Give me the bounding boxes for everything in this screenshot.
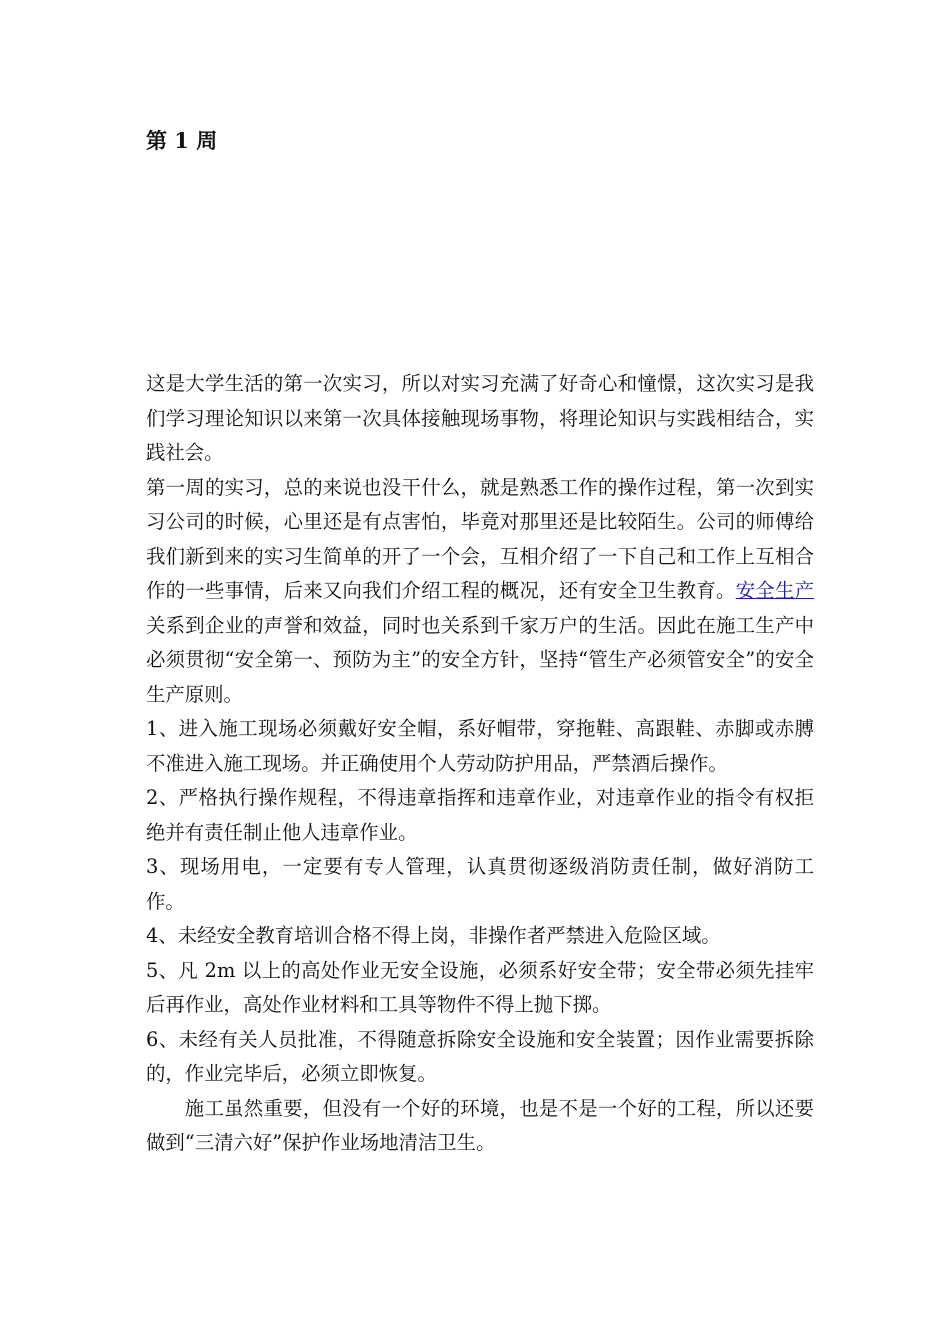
intro-paragraph: 这是大学生活的第一次实习，所以对实习充满了好奇心和憧憬，这次实习是我们学习理论知识以来第一次具体接触现场事物，将理论知识与实践相结合，实践社会。 [146, 372, 814, 464]
first-week-text-continued: 关系到企业的声誉和效益，同时也关系到千家万户的生活。因此在施工生产中必须贯彻“安全第一、预防为主”的安全方针，坚持“管生产必须管安全”的安全生产原则。 [146, 613, 814, 706]
rule-item: 4、未经安全教育培训合格不得上岗，非操作者严禁进入危险区域。 [146, 924, 721, 947]
document-body [146, 367, 814, 1161]
page-title: 第 1 周 [146, 128, 218, 153]
safety-production-link[interactable]: 安全生产 [735, 579, 815, 602]
rule-item: 3、现场用电，一定要有专人管理，认真贯彻逐级消防责任制，做好消防工作。 [146, 855, 814, 913]
closing-paragraph: 施工虽然重要，但没有一个好的环境，也是不是一个好的工程，所以还要做到“三清六好”保护作业场地清洁卫生。 [146, 1096, 814, 1154]
first-week-paragraph [146, 471, 814, 713]
rule-item: 2、严格执行操作规程，不得违章指挥和违章作业，对违章作业的指令有权拒绝并有责任制止他人违章作业。 [146, 786, 814, 844]
first-week-text: 第一周的实习，总的来说也没干什么，就是熟悉工作的操作过程，第一次到实习公司的时候，心里还是有点害怕，毕竟对那里还是比较陌生。公司的师傅给我们新到来的实习生简单的开了一个会，互相介绍了一下自己和工作上互相合作的一些事情，后来又向我们介绍工程的概况，还有安全卫生教育。 [146, 475, 814, 602]
rule-item: 6、未经有关人员批准，不得随意拆除安全设施和安全装置；因作业需要拆除的，作业完毕后，必须立即恢复。 [146, 1027, 814, 1085]
rule-item: 1、进入施工现场必须戴好安全帽，系好帽带，穿拖鞋、高跟鞋、赤脚或赤膊不准进入施工现场。并正确使用个人劳动防护用品，严禁酒后操作。 [146, 717, 814, 775]
rule-item: 5、凡 2m 以上的高处作业无安全设施，必须系好安全带；安全带必须先挂牢后再作业，高处作业材料和工具等物件不得上抛下掷。 [146, 958, 814, 1016]
